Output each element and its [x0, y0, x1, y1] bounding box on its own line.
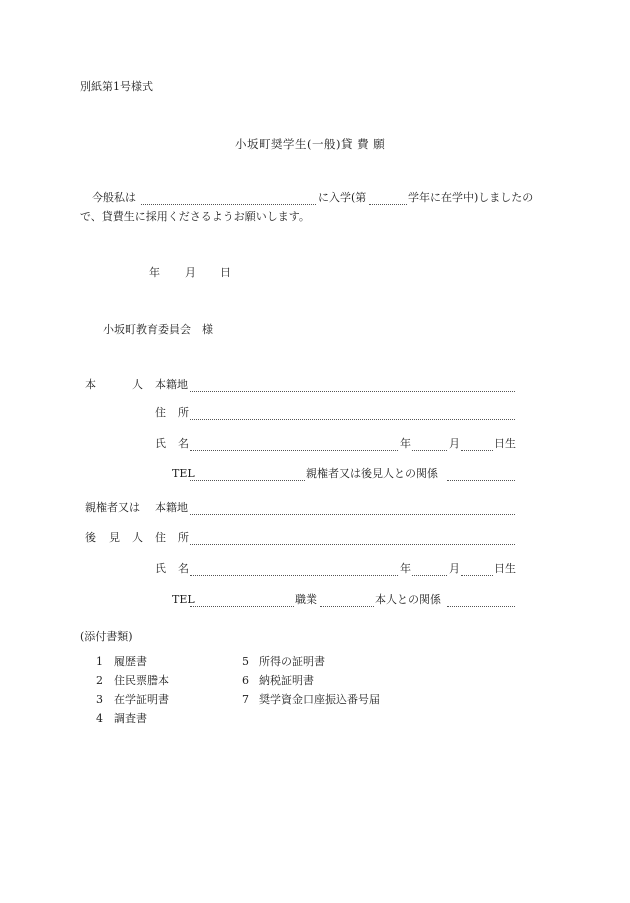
applicant-heading-left: 本 — [85, 378, 96, 391]
body-line2: で、貸費生に採用くださるようお願いします。 — [80, 210, 310, 223]
attachment-label: 所得の証明書 — [259, 655, 325, 668]
applicant-birth-day-field[interactable] — [461, 438, 493, 451]
guardian-heading2-b: 見 — [109, 531, 120, 544]
attachment-label: 調査書 — [114, 712, 147, 725]
guardian-occupation-field[interactable] — [320, 594, 374, 607]
date-year: 年 — [149, 266, 160, 279]
guardian-tel-field[interactable] — [190, 594, 294, 607]
school-name-blank[interactable] — [141, 192, 316, 205]
guardian-heading2-c: 人 — [132, 531, 143, 544]
applicant-relation-label: 親権者又は後見人との関係 — [306, 467, 438, 480]
guardian-name-label-a: 氏 — [155, 562, 166, 575]
guardian-birth-year: 年 — [400, 562, 411, 575]
guardian-name-field[interactable] — [190, 563, 398, 576]
guardian-birth-month-field[interactable] — [412, 563, 447, 576]
applicant-address-field[interactable] — [190, 407, 515, 420]
form-number: 別紙第1号様式 — [80, 80, 153, 93]
guardian-relation-label: 本人との関係 — [375, 593, 441, 606]
attachment-label: 在学証明書 — [114, 693, 169, 706]
applicant-birth-year: 年 — [400, 437, 411, 450]
attachment-num: 7 — [242, 693, 249, 706]
grade-blank[interactable] — [369, 192, 407, 205]
attachment-num: 1 — [96, 655, 103, 668]
form-title: 小坂町奨学生(一般)貸 費 願 — [235, 137, 386, 151]
guardian-domicile-field[interactable] — [190, 502, 515, 515]
applicant-name-label-a: 氏 — [155, 437, 166, 450]
guardian-address-field[interactable] — [190, 532, 515, 545]
guardian-tel-label: TEL — [172, 593, 195, 606]
applicant-name-label-b: 名 — [178, 437, 189, 450]
guardian-birth-day-field[interactable] — [461, 563, 493, 576]
attachment-label: 奨学資金口座振込番号届 — [259, 693, 380, 706]
attachment-num: 3 — [96, 693, 103, 706]
applicant-tel-label: TEL — [172, 467, 195, 480]
attachment-num: 6 — [242, 674, 249, 687]
date-day: 日 — [220, 266, 231, 279]
attachment-label: 住民票謄本 — [114, 674, 169, 687]
attachment-label: 納税証明書 — [259, 674, 314, 687]
attachments-heading: (添付書類) — [80, 630, 133, 643]
applicant-heading-right: 人 — [132, 378, 143, 391]
attachment-label: 履歴書 — [114, 655, 147, 668]
guardian-address-label-b: 所 — [178, 531, 189, 544]
body-lead: 今般私は — [92, 191, 136, 204]
guardian-name-label-b: 名 — [178, 562, 189, 575]
guardian-heading2-a: 後 — [85, 531, 96, 544]
attachment-num: 4 — [96, 712, 103, 725]
guardian-occupation-label: 職業 — [295, 593, 317, 606]
guardian-birth-month: 月 — [449, 562, 460, 575]
attachment-num: 2 — [96, 674, 103, 687]
applicant-birth-month-field[interactable] — [412, 438, 447, 451]
applicant-birth-month: 月 — [449, 437, 460, 450]
guardian-heading1: 親権者又は — [85, 501, 140, 514]
applicant-address-label-b: 所 — [178, 406, 189, 419]
attachment-num: 5 — [242, 655, 249, 668]
guardian-address-label-a: 住 — [155, 531, 166, 544]
date-month: 月 — [185, 266, 196, 279]
applicant-name-field[interactable] — [190, 438, 398, 451]
guardian-relation-field[interactable] — [447, 594, 515, 607]
addressee: 小坂町教育委員会 様 — [103, 323, 213, 336]
applicant-tel-field[interactable] — [190, 468, 305, 481]
applicant-domicile-field[interactable] — [190, 379, 515, 392]
applicant-address-label-a: 住 — [155, 406, 166, 419]
body-mid2: 学年に在学中)しましたの — [408, 191, 534, 204]
body-mid1: に入学(第 — [318, 191, 367, 204]
guardian-birth-day: 日生 — [494, 562, 516, 575]
applicant-relation-field[interactable] — [447, 468, 515, 481]
guardian-domicile-label: 本籍地 — [155, 501, 188, 514]
applicant-birth-day: 日生 — [494, 437, 516, 450]
applicant-domicile-label: 本籍地 — [155, 378, 188, 391]
